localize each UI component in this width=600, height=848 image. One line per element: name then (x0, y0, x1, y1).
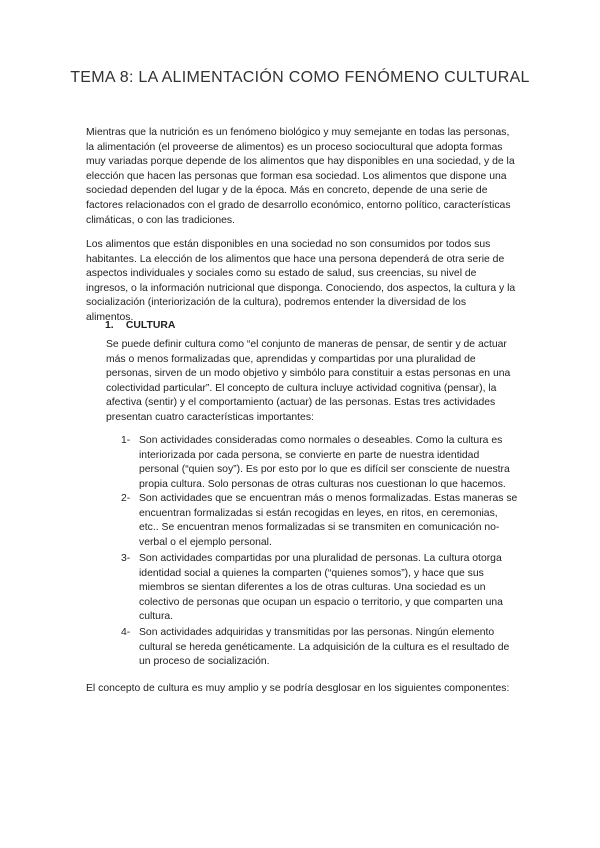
list-item-number: 2- (121, 493, 131, 504)
list-item-number: 1- (121, 435, 131, 446)
section-paragraph: Se puede definir cultura como “el conjunto de maneras de pensar, de sentir y de actuar más o menos formalizadas que, aprendidas y compartidas por una pluralidad de personas, sirven de un modo objetivo y simbólo para constituir a estas personas en una colectividad particular”. El concepto de cultura incluye actividad cognitiva (pensar), la afectiva (sentir) y el comportamiento (actuar) de las personas. Estas tres actividades presentan cuatro características importantes: (106, 339, 511, 423)
page-title: TEMA 8: LA ALIMENTACIÓN COMO FENÓMENO CULTURAL (70, 69, 530, 86)
list-item-text: Son actividades que se encuentran más o menos formalizadas. Estas maneras se encuentran formalizadas si están recogidas en leyes, en ritos, en ceremonias, etc.. Se encuentran menos formalizadas si se transmiten en comunicación no-verbal o el ejemplo personal. (139, 493, 518, 548)
list-item-text: Son actividades adquiridas y transmitidas por las personas. Ningún elemento cultural se hereda genéticamente. La adquisición de la cultura es el resultado de un proceso de socialización. (139, 627, 510, 668)
second-paragraph: Los alimentos que están disponibles en una sociedad no son consumidos por todos sus habitantes. La elección de los alimentos que hace una persona dependerá de otra serie de aspectos individuales y sociales como su estado de salud, sus creencias, su nivel de ingresos, o la información nutricional que disponga. Conociendo, dos aspectos, la cultura y la socialización (interiorización de la cultura), podremos entender la diversidad de los alimentos. (86, 239, 516, 323)
list-item-text: Son actividades compartidas por una pluralidad de personas. La cultura otorga identidad social a quienes la comparten (“quienes somos”), y hace que sus miembros se sientan diferentes a los de otras culturas. Una sociedad es un colectivo de personas que ocupan un espacio o territorio, y que comparten una cultura. (139, 553, 503, 623)
list-item-text: Son actividades consideradas como normales o deseables. Como la cultura es interiorizada por cada persona, se convierte en parte de nuestra identidad personal (“quien soy”). Es por esto por lo que es difícil ser consciente de nuestra propia cultura. Solo personas de otras culturas nos cuestionan lo que hacemos. (139, 435, 510, 490)
section-heading (105, 320, 175, 331)
section-heading-text: CULTURA (125, 320, 176, 331)
section-number: 1. (105, 320, 114, 331)
intro-paragraph: Mientras que la nutrición es un fenómeno biológico y muy semejante en todas las personas, la alimentación (el proveerse de alimentos) es un proceso sociocultural que adopta formas muy variadas porque depende de los alimentos que hay disponibles en una sociedad, y de la elección que hacen las personas que forman esa sociedad. Los alimentos que dispone una sociedad dependen del lugar y de la época. Más en concreto, depende de una serie de factores relacionados con el grado de desarrollo económico, entorno político, características climáticas, o con las tradiciones. (86, 127, 515, 226)
closing-paragraph: El concepto de cultura es muy amplio y se podría desglosar en los siguientes componentes: (86, 683, 510, 694)
list-item-number: 4- (121, 627, 131, 638)
list-item-number: 3- (121, 553, 131, 564)
